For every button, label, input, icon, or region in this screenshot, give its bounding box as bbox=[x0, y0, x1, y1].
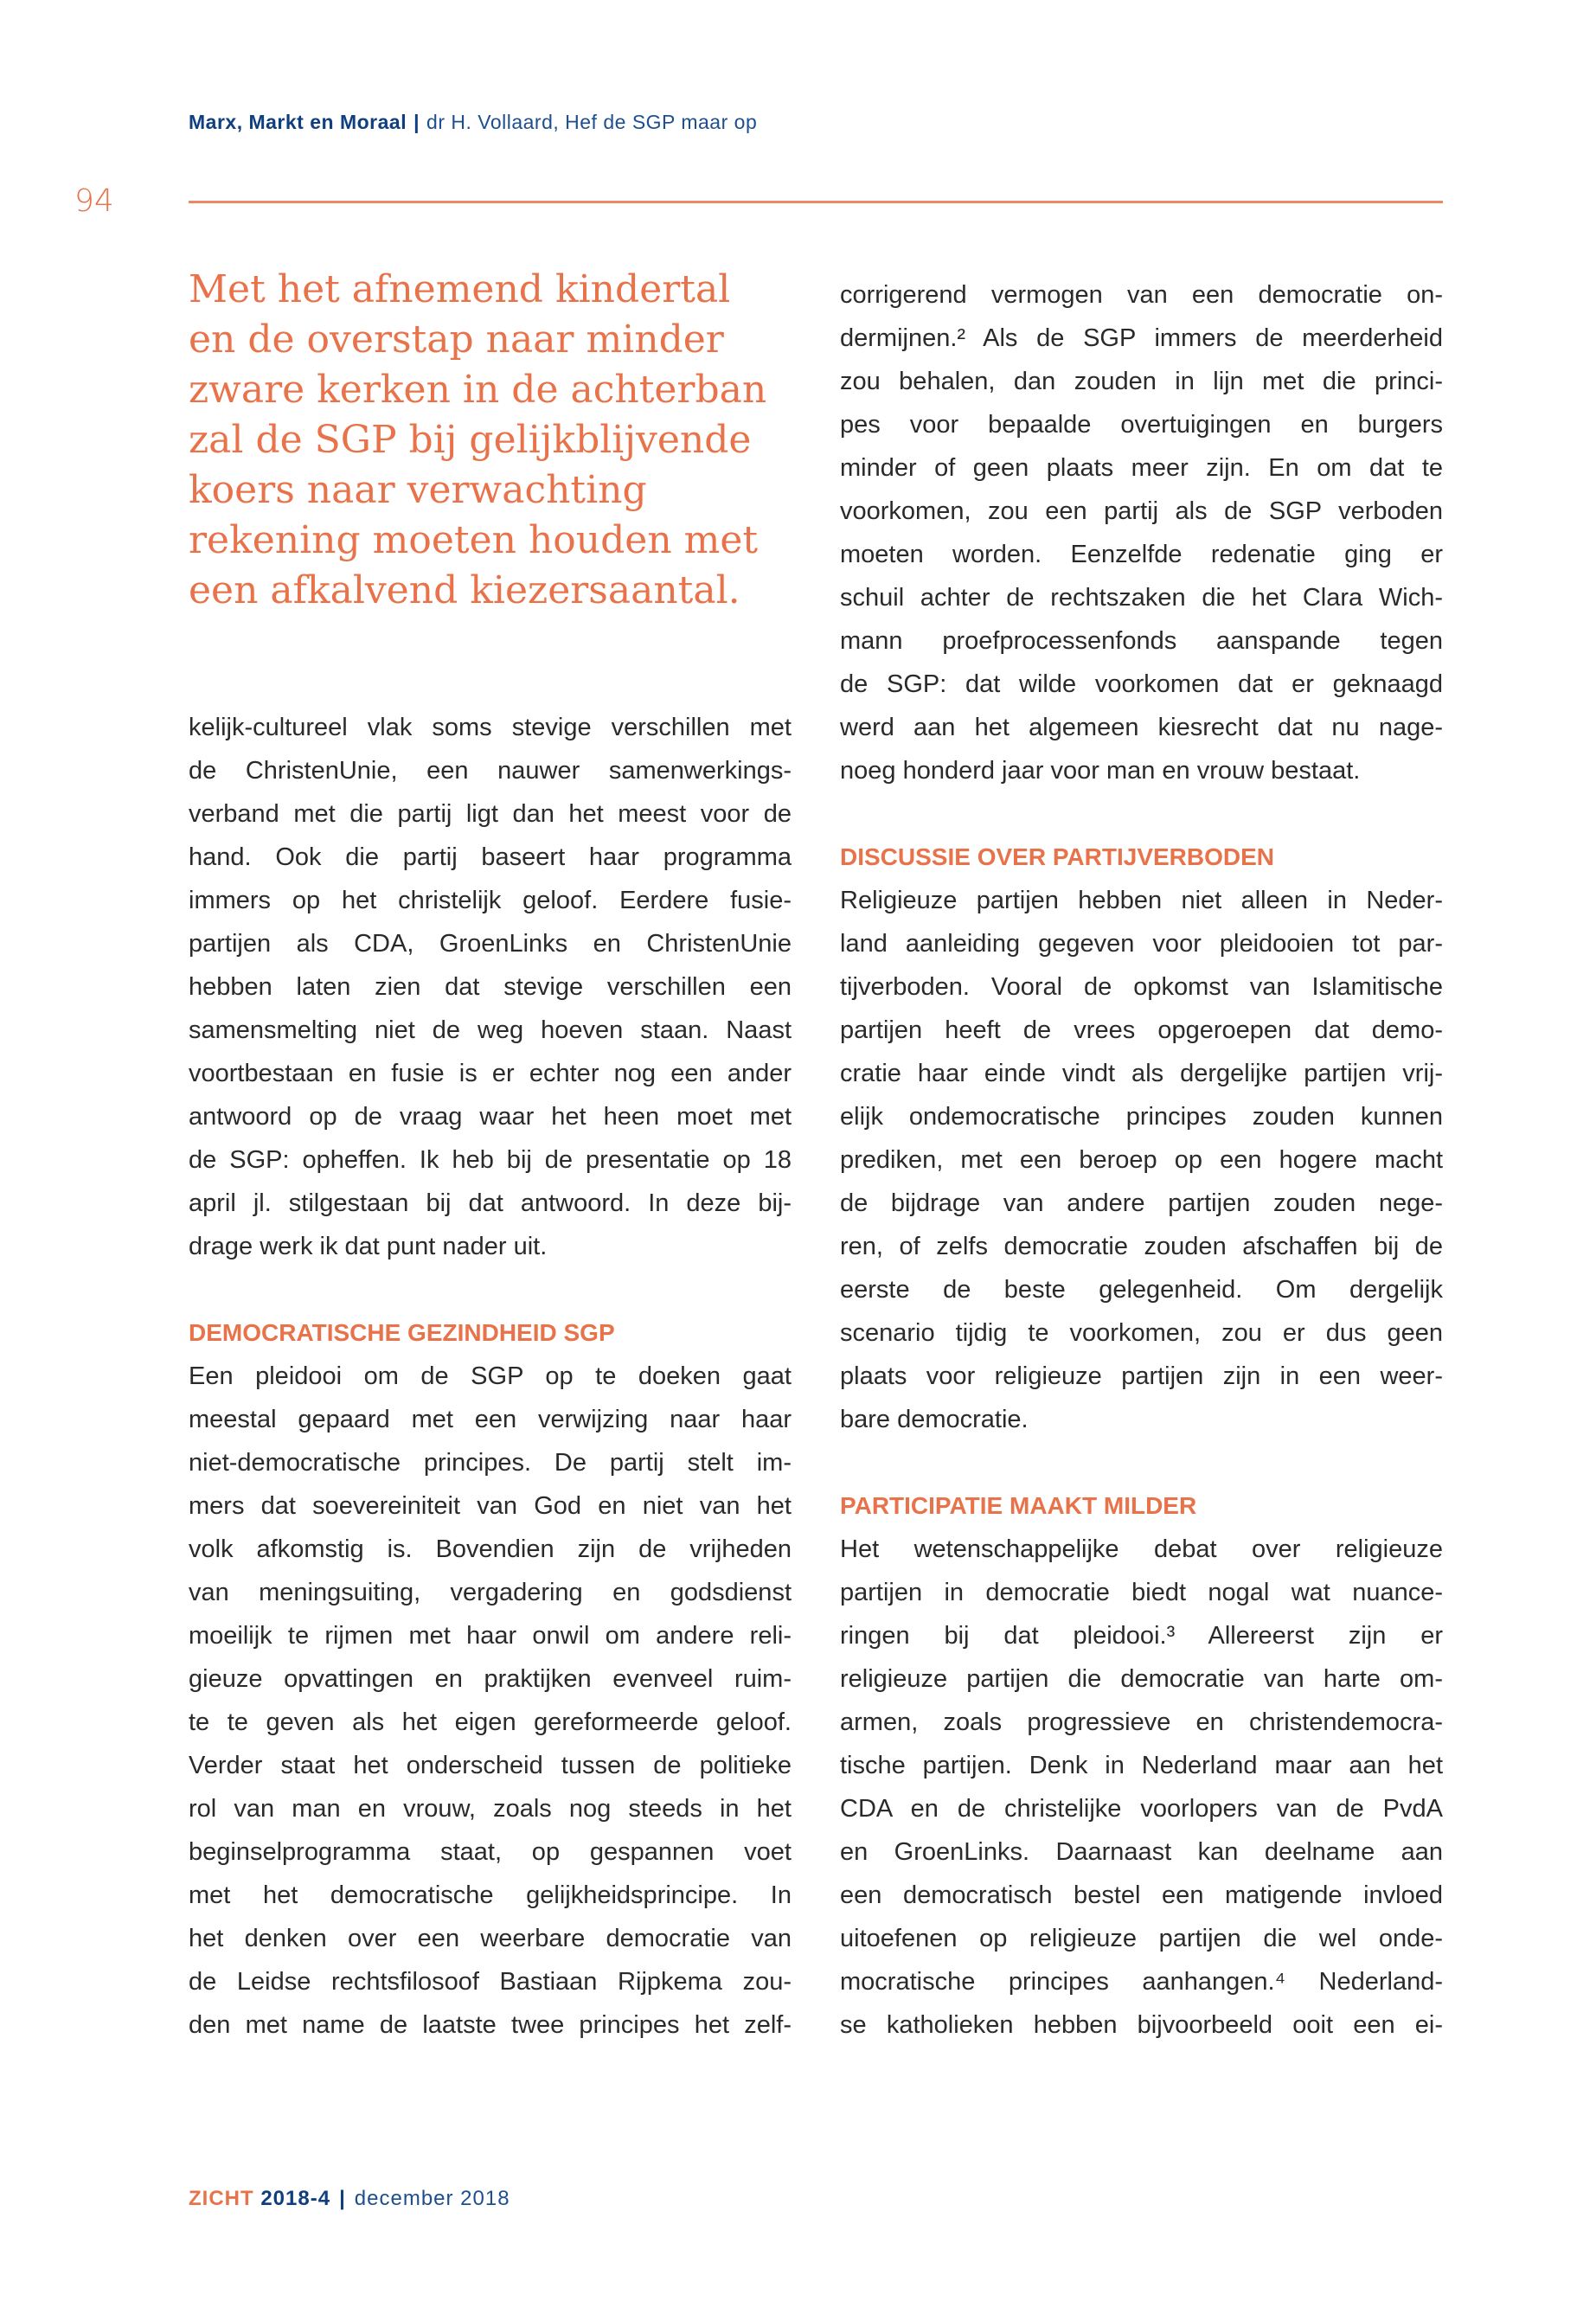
body-text-line: Een pleidooi om de SGP op te doeken gaat bbox=[189, 1362, 792, 1390]
pull-quote-line: en de overstap naar minder bbox=[189, 317, 724, 362]
body-text-line: antwoord op de vraag waar het heen moet met bbox=[189, 1103, 792, 1131]
header-rule bbox=[189, 201, 1443, 203]
body-text-line: werd aan het algemeen kiesrecht dat nu nage- bbox=[840, 714, 1443, 741]
pull-quote-line: een afkalvend kiezersaantal. bbox=[189, 568, 740, 612]
body-text-line: de SGP: dat wilde voorkomen dat er geknaagd bbox=[840, 670, 1443, 698]
body-text-line: en GroenLinks. Daarnaast kan deelname aan bbox=[840, 1838, 1443, 1866]
header-separator: | bbox=[413, 111, 420, 133]
body-text-line: religieuze partijen die democratie van harte om- bbox=[840, 1665, 1443, 1693]
body-text-line: de ChristenUnie, een nauwer samenwerkings- bbox=[189, 757, 792, 785]
paragraph-gap bbox=[840, 792, 1443, 836]
section-heading: DEMOCRATISCHE GEZINDHEID SGP bbox=[189, 1319, 615, 1346]
body-text-line: hebben laten zien dat stevige verschillen een bbox=[189, 973, 792, 1001]
paragraph-gap bbox=[189, 1268, 792, 1311]
section-heading: DISCUSSIE OVER PARTIJVERBODEN bbox=[840, 843, 1275, 870]
body-text-line: mann proefprocessenfonds aanspande tegen bbox=[840, 627, 1443, 655]
right-column bbox=[840, 273, 1443, 2047]
body-text-line: ringen bij dat pleidooi.³ Allereerst zijn er bbox=[840, 1622, 1443, 1650]
pull-quote-line: Met het afnemend kindertal bbox=[189, 267, 731, 311]
pull-quote-line: koers naar verwachting bbox=[189, 468, 647, 512]
body-text-line: de Leidse rechtsfilosoof Bastiaan Rijpkema zou- bbox=[189, 1968, 792, 1996]
body-text-line: beginselprogramma staat, op gespannen voet bbox=[189, 1838, 792, 1866]
body-text-line: hand. Ook die partij baseert haar programma bbox=[189, 843, 792, 871]
body-text-line: uitoefenen op religieuze partijen die wel onde- bbox=[840, 1925, 1443, 1952]
body-text-line: ren, of zelfs democratie zouden afschaffen bij de bbox=[840, 1233, 1443, 1260]
issue-number: 2018-4 bbox=[260, 2187, 331, 2210]
magazine-name: ZICHT bbox=[189, 2187, 254, 2210]
body-text-line: Het wetenschappelijke debat over religieuze bbox=[840, 1535, 1443, 1563]
body-text-line: minder of geen plaats meer zijn. En om dat te bbox=[840, 454, 1443, 482]
body-text-line: immers op het christelijk geloof. Eerdere fusie- bbox=[189, 887, 792, 914]
body-text-line: drage werk ik dat punt nader uit. bbox=[189, 1233, 548, 1260]
body-text-line: se katholieken hebben bijvoorbeeld ooit een ei- bbox=[840, 2011, 1443, 2039]
body-text-line: de SGP: opheffen. Ik heb bij de presentatie op 18 bbox=[189, 1146, 792, 1174]
body-text-line: armen, zoals progressieve en christendemocra- bbox=[840, 1708, 1443, 1736]
body-text-line: kelijk-cultureel vlak soms stevige verschillen met bbox=[189, 714, 792, 741]
body-text-line: Religieuze partijen hebben niet alleen in Neder- bbox=[840, 887, 1443, 914]
body-text-line: mocratische principes aanhangen.⁴ Nederland- bbox=[840, 1968, 1443, 1996]
body-text-line: corrigerend vermogen van een democratie on- bbox=[840, 281, 1443, 309]
body-text-line: tische partijen. Denk in Nederland maar aan het bbox=[840, 1752, 1443, 1779]
body-text-line: van meningsuiting, vergadering en godsdienst bbox=[189, 1579, 792, 1606]
body-text-line: zou behalen, dan zouden in lijn met die princi- bbox=[840, 368, 1443, 395]
body-text-line: voortbestaan en fusie is er echter nog een ander bbox=[189, 1060, 792, 1087]
body-text-line: tijverboden. Vooral de opkomst van Islamitische bbox=[840, 973, 1443, 1001]
body-text-line: mers dat soevereiniteit van God en niet van het bbox=[189, 1492, 792, 1520]
body-text-line: partijen als CDA, GroenLinks en ChristenUnie bbox=[189, 930, 792, 958]
body-text-line: moeten worden. Eenzelfde redenatie ging er bbox=[840, 541, 1443, 568]
body-text-line: voorkomen, zou een partij als de SGP verboden bbox=[840, 497, 1443, 525]
body-text-line: land aanleiding gegeven voor pleidooien tot par- bbox=[840, 930, 1443, 958]
body-text-line: verband met die partij ligt dan het meest voor de bbox=[189, 800, 792, 828]
body-text-line: bare democratie. bbox=[840, 1406, 1029, 1433]
footer bbox=[189, 2187, 510, 2211]
body-text-line: dermijnen.² Als de SGP immers de meerderheid bbox=[840, 324, 1443, 352]
body-text-line: schuil achter de rechtszaken die het Clara Wich- bbox=[840, 584, 1443, 612]
body-text-line: cratie haar einde vindt als dergelijke partijen vrij- bbox=[840, 1060, 1443, 1087]
pull-quote-line: rekening moeten houden met bbox=[189, 518, 759, 562]
body-text-line: samensmelting niet de weg hoeven staan. Naast bbox=[189, 1016, 792, 1044]
body-text-line: Verder staat het onderscheid tussen de politieke bbox=[189, 1752, 792, 1779]
body-text-line: niet-democratische principes. De partij stelt im- bbox=[189, 1449, 792, 1477]
body-text-line: rol van man en vrouw, zoals nog steeds in het bbox=[189, 1795, 792, 1823]
pull-quote-line: zware kerken in de achterban bbox=[189, 368, 767, 412]
page-number: 94 bbox=[74, 183, 114, 219]
running-header bbox=[189, 111, 757, 134]
pull-quote bbox=[189, 265, 811, 616]
series-title: Marx, Markt en Moraal bbox=[189, 111, 407, 133]
body-text-line: partijen heeft de vrees opgeroepen dat demo- bbox=[840, 1016, 1443, 1044]
body-text-line: noeg honderd jaar voor man en vrouw bestaat. bbox=[840, 757, 1361, 785]
footer-separator: | bbox=[339, 2187, 346, 2210]
issue-date: december 2018 bbox=[354, 2187, 510, 2210]
section-heading: PARTICIPATIE MAAKT MILDER bbox=[840, 1492, 1197, 1519]
body-text-line: april jl. stilgestaan bij dat antwoord. In deze bij- bbox=[189, 1189, 792, 1217]
body-text-line: te te geven als het eigen gereformeerde geloof. bbox=[189, 1708, 792, 1736]
body-text-line: plaats voor religieuze partijen zijn in een weer- bbox=[840, 1362, 1443, 1390]
body-text-line: volk afkomstig is. Bovendien zijn de vrijheden bbox=[189, 1535, 792, 1563]
body-text-line: gieuze opvattingen en praktijken evenveel ruim- bbox=[189, 1665, 792, 1693]
body-text-line: scenario tijdig te voorkomen, zou er dus geen bbox=[840, 1319, 1443, 1347]
body-text-line: meestal gepaard met een verwijzing naar haar bbox=[189, 1406, 792, 1433]
body-text-line: met het democratische gelijkheidsprincipe. In bbox=[189, 1881, 792, 1909]
article-title: dr H. Vollaard, Hef de SGP maar op bbox=[426, 111, 758, 133]
body-text-line: de bijdrage van andere partijen zouden nege- bbox=[840, 1189, 1443, 1217]
body-text-line: pes voor bepaalde overtuigingen en burgers bbox=[840, 411, 1443, 439]
pull-quote-line: zal de SGP bij gelijkblijvende bbox=[189, 418, 752, 462]
body-text-line: CDA en de christelijke voorlopers van de PvdA bbox=[840, 1795, 1443, 1823]
body-text-line: prediken, met een beroep op een hogere macht bbox=[840, 1146, 1443, 1174]
body-text-line: moeilijk te rijmen met haar onwil om andere reli- bbox=[189, 1622, 792, 1650]
body-text-line: den met name de laatste twee principes het zelf- bbox=[189, 2011, 792, 2039]
left-column bbox=[189, 706, 792, 2047]
body-text-line: het denken over een weerbare democratie van bbox=[189, 1925, 792, 1952]
body-text-line: een democratisch bestel een matigende invloed bbox=[840, 1881, 1443, 1909]
body-text-line: elijk ondemocratische principes zouden kunnen bbox=[840, 1103, 1443, 1131]
body-text-line: eerste de beste gelegenheid. Om dergelijk bbox=[840, 1276, 1443, 1304]
paragraph-gap bbox=[840, 1441, 1443, 1484]
body-text-line: partijen in democratie biedt nogal wat nuance- bbox=[840, 1579, 1443, 1606]
